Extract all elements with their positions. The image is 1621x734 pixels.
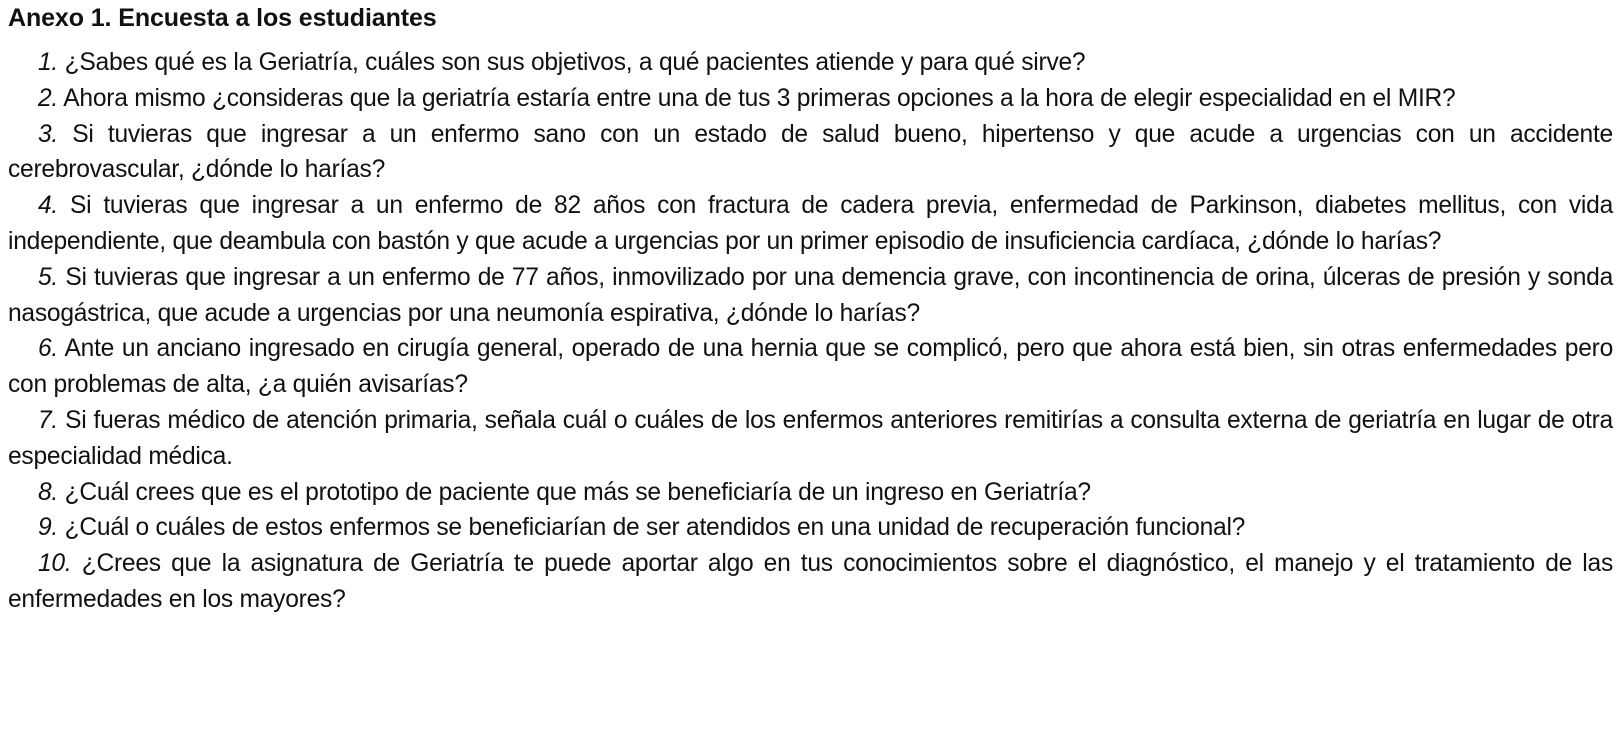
question-item [8, 117, 1613, 189]
question-item [8, 331, 1613, 403]
question-number: 8. [38, 478, 59, 506]
question-text: ¿Cuál o cuáles de estos enfermos se beneficiarían de ser atendidos en una unidad de recuperación funcional? [64, 514, 1246, 542]
question-item [8, 546, 1613, 618]
question-text: Ante un anciano ingresado en cirugía general, operado de una hernia que se complicó, pero que ahora está bien, sin otras enfermedades pero con problemas de alta, ¿a quién avisarías? [8, 335, 1613, 399]
question-number: 3. [38, 120, 59, 148]
question-number: 6. [38, 335, 59, 363]
question-number: 4. [38, 192, 59, 220]
question-text: Si tuvieras que ingresar a un enfermo de 82 años con fractura de cadera previa, enfermedad de Parkinson, diabetes mellitus, con vida independiente, que deambula con bastón y que acude a urgencias por un primer episodio de insuficiencia cardíaca, ¿dónde lo harías? [8, 192, 1613, 255]
question-item [8, 260, 1613, 332]
question-number: 2. [38, 84, 59, 112]
question-number: 1. [38, 49, 59, 76]
question-number: 5. [38, 263, 59, 291]
question-item [8, 403, 1613, 475]
question-text: Si fueras médico de atención primaria, señala cuál o cuáles de los enfermos anteriores remitirías a consulta externa de geriatría en lugar de otra especialidad médica. [8, 406, 1613, 470]
question-number: 7. [38, 406, 59, 434]
question-list [8, 45, 1613, 618]
question-text: Si tuvieras que ingresar a un enfermo de 77 años, inmovilizado por una demencia grave, con incontinencia de orina, úlceras de presión y sonda nasogástrica, que acude a urgencias por una neumonía espirativa, ¿dónde lo harías? [8, 263, 1613, 327]
question-item [8, 510, 1613, 546]
question-item [8, 45, 1613, 81]
document-title: Anexo 1. Encuesta a los estudiantes [8, 4, 437, 32]
question-item [8, 81, 1613, 117]
question-number: 10. [38, 550, 72, 578]
question-text: ¿Sabes qué es la Geriatría, cuáles son sus objetivos, a qué pacientes atiende y para qué sirve? [64, 49, 1086, 76]
question-text: Ahora mismo ¿consideras que la geriatría estaría entre una de tus 3 primeras opciones a la hora de elegir especialidad en el MIR? [63, 84, 1456, 112]
question-text: ¿Crees que la asignatura de Geriatría te puede aportar algo en tus conocimientos sobre el diagnóstico, el manejo y el tratamiento de las enfermedades en los mayores? [8, 550, 1613, 613]
question-number: 9. [38, 514, 59, 542]
question-text: Si tuvieras que ingresar a un enfermo sano con un estado de salud bueno, hipertenso y que acude a urgencias con un accidente cerebrovascular, ¿dónde lo harías? [8, 120, 1613, 184]
question-item [8, 188, 1613, 260]
question-text: ¿Cuál crees que es el prototipo de paciente que más se beneficiaría de un ingreso en Geriatría? [64, 478, 1091, 506]
question-item [8, 475, 1613, 511]
document-page [8, 2, 1613, 618]
